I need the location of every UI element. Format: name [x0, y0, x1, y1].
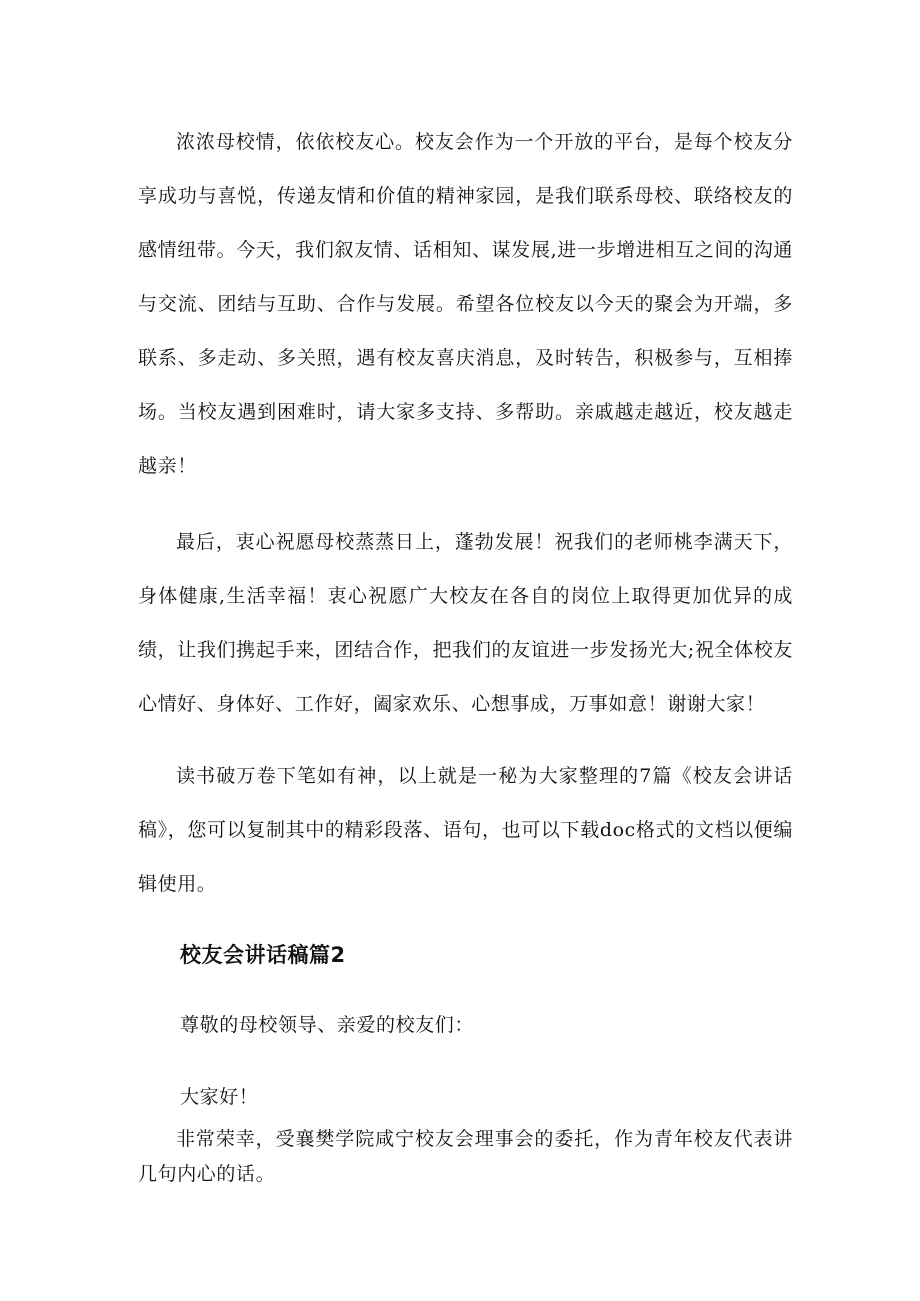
salutation: 尊敬的母校领导、亲爱的校友们： — [180, 1014, 475, 1036]
section-heading: 校友会讲话稿篇2 — [180, 943, 346, 967]
body-paragraph: 读书破万卷下笔如有神，以上就是一秘为大家整理的7篇《校友会讲话稿》，您可以复制其中的精彩段落、语句，也可以下载doc格式的文档以便编辑使用。 — [138, 765, 793, 895]
greeting: 大家好！ — [180, 1086, 259, 1108]
body-paragraph: 最后，衷心祝愿母校蒸蒸日上，蓬勃发展！祝我们的老师桃李满天下，身体健康,生活幸福！衷心祝愿广大校友在各自的岗位上取得更加优异的成绩，让我们携起手来，团结合作，把我们的友谊进一步发扬光大;祝全体校友心情好、身体好、工作好，阖家欢乐、心想事成，万事如意！谢谢大家！ — [138, 531, 793, 715]
body-paragraph: 浓浓母校情，依依校友心。校友会作为一个开放的平台，是每个校友分享成功与喜悦，传递友情和价值的精神家园，是我们联系母校、联络校友的感情纽带。今天，我们叙友情、话相知、谋发展,进一步增进相互之间的沟通与交流、团结与互助、合作与发展。希望各位校友以今天的聚会为开端，多联系、多走动、多关照，遇有校友喜庆消息，及时转告，积极参与，互相捧场。当校友遇到困难时，请大家多支持、多帮助。亲戚越走越近，校友越走越亲！ — [138, 131, 793, 477]
body-paragraph: 非常荣幸，受襄樊学院咸宁校友会理事会的委托，作为青年校友代表讲几句内心的话。 — [138, 1128, 793, 1185]
